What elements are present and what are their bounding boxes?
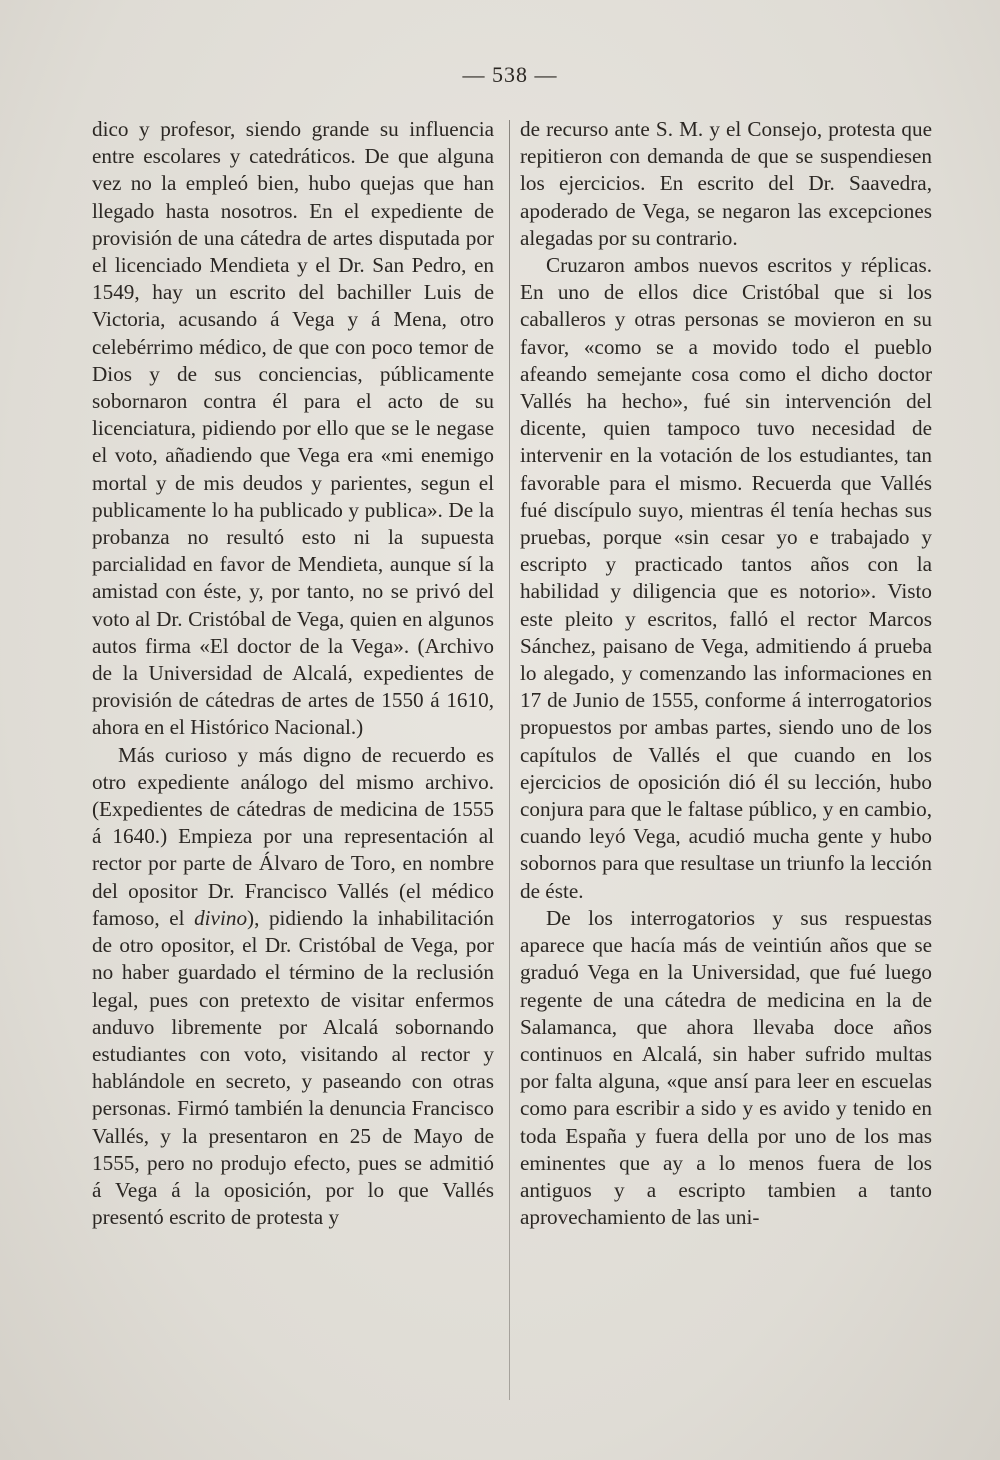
left-paragraph-2-text-b: ), pidiendo la inhabilitación de otro opositor, el Dr. Cristóbal de Vega, por no haber guardado el término de la reclusión legal, pues con pretexto de visitar enfermos anduvo libremente por Alcalá sobornando estudiantes con voto, visitando al rector y hablándole en secreto, y paseando con otras personas. Firmó también la denuncia Francisco Vallés, y la presentaron en 25 de Mayo de 1555, pero no produjo efecto, pues se admitió á Vega á la oposición, por lo que Vallés presentó escrito de protesta y [92, 905, 494, 1230]
left-paragraph-2-text-a: Más curioso y más digno de recuerdo es otro expediente análogo del mismo archivo. (Expedientes de cátedras de medicina de 1555 á 1640.) Empieza por una representación al rector por parte de Álvaro de Toro, en nombre del opositor Dr. Francisco Vallés (el médico famoso, el [92, 742, 494, 930]
page-number: — 538 — [462, 62, 558, 87]
left-column [92, 116, 494, 1231]
italic-word-divino: divino [194, 905, 248, 930]
column-divider [509, 120, 510, 1400]
right-column [520, 116, 932, 1231]
right-paragraph-2: Cruzaron ambos nuevos escritos y réplicas. En uno de ellos dice Cristóbal que si los caballeros y otras personas se movieron en su favor, «como se a movido todo el pueblo afeando semejante cosa como el dicho doctor Vallés ha hecho», fué sin intervención del dicente, quien tampoco tuvo necesidad de intervenir en la votación de los estudiantes, tan favorable para el mismo. Recuerda que Vallés fué discípulo suyo, mientras él tenía hechas sus pruebas, porque «sin cesar yo e trabajado y escripto y practicado tantos años con la habilidad y diligencia que es notorio». Visto este pleito y escritos, falló el rector Marcos Sánchez, paisano de Vega, admitiendo á prueba lo alegado, y comenzando las informaciones en 17 de Junio de 1555, conforme á interrogatorios propuestos por ambas partes, siendo uno de los capítulos de Vallés el que cuando en los ejercicios de oposición dió él su lección, hubo conjura para que le faltase público, y en cambio, cuando leyó Vega, acudió mucha gente y hubo sobornos para que resultase un triunfo la lección de éste. [520, 253, 932, 903]
left-paragraph-1: dico y profesor, siendo grande su influencia entre escolares y catedráticos. De que alguna vez no la empleó bien, hubo quejas que han llegado hasta nosotros. En el expediente de provisión de una cátedra de artes disputada por el licenciado Mendieta y el Dr. San Pedro, en 1549, hay un escrito del bachiller Luis de Victoria, acusando á Vega y á Mena, otro celebérrimo médico, de que con poco temor de Dios y de sus conciencias, públicamente sobornaron contra él para el acto de su licenciatura, pidiendo por ello que se le negase el voto, añadiendo que Vega era «mi enemigo mortal y de mis deudos y parientes, segun el publicamente lo ha publicado y publica». De la probanza no resultó esto ni la supuesta parcialidad en favor de Mendieta, aunque sí la amistad con éste, y, por tanto, no se privó del voto al Dr. Cristóbal de Vega, quien en algunos autos firma «El doctor de la Vega». (Archivo de la Universidad de Alcalá, expedientes de provisión de cátedras de artes de 1550 á 1610, ahora en el Histórico Nacional.) [92, 117, 494, 740]
right-paragraph-1: de recurso ante S. M. y el Consejo, protesta que repitieron con demanda de que se suspendiesen los ejercicios. En escrito del Dr. Saavedra, apoderado de Vega, se negaron las excepciones alegadas por su contrario. [520, 117, 932, 250]
left-paragraph-2 [92, 742, 494, 1232]
right-paragraph-3: De los interrogatorios y sus respuestas aparece que hacía más de veintiún años que se graduó Vega en la Universidad, que fué luego regente de una cátedra de medicina en la de Salamanca, que ahora llevaba doce años continuos en Alcalá, sin haber sufrido multas por falta alguna, «que ansí para leer en escuelas como para escribir a sido y es avido y tenido en toda España y fuera della por uno de los mas eminentes que ay a lo menos fuera de los antiguos y a escripto tambien a tanto aprovechamiento de las uni- [520, 905, 932, 1230]
